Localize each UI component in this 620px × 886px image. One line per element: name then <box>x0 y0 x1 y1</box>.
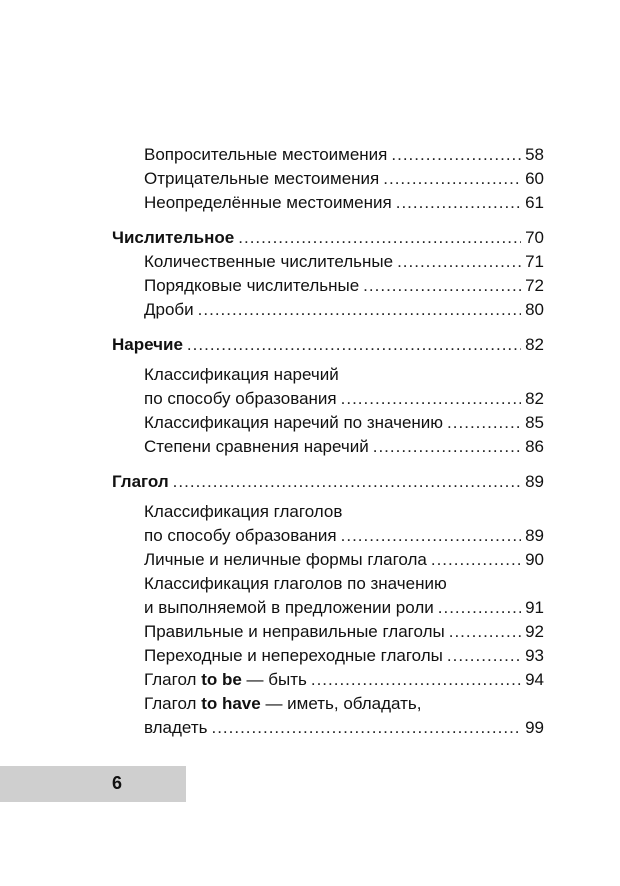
leader-dots <box>396 191 521 215</box>
title-suffix: — иметь, обладать, <box>260 694 422 713</box>
leader-dots <box>449 620 521 644</box>
leader-dots <box>383 167 521 191</box>
toc-entry[interactable] <box>112 143 544 167</box>
toc-entry-title: Дроби <box>144 300 194 319</box>
toc-entry-title-line1: Классификация глаголов <box>144 502 343 521</box>
toc-entry-title-line1: Классификация наречий <box>144 365 339 384</box>
toc-entry[interactable] <box>112 435 544 459</box>
toc-entry[interactable] <box>112 191 544 215</box>
toc-entry-title: Порядковые числительные <box>144 276 360 295</box>
toc-entry-title: по способу образования <box>144 389 337 408</box>
toc-section-heading[interactable] <box>112 333 544 357</box>
toc-entry-title-line1: Классификация глаголов по значению <box>144 574 447 593</box>
toc-entry[interactable] <box>112 644 544 668</box>
title-prefix: Глагол <box>144 694 202 713</box>
toc-entry-title: Переходные и непереходные глаголы <box>144 646 443 665</box>
toc-entry-page: 99 <box>525 718 544 737</box>
toc-entry-page: 85 <box>525 413 544 432</box>
toc-entry-page: 80 <box>525 300 544 319</box>
toc-entry-title: Неопределённые местоимения <box>144 193 392 212</box>
leader-dots <box>391 143 521 167</box>
toc-entry[interactable] <box>112 274 544 298</box>
toc-entry[interactable] <box>112 716 544 740</box>
table-of-contents <box>112 143 544 740</box>
leader-dots <box>173 470 521 494</box>
toc-entry[interactable] <box>112 524 544 548</box>
toc-entry[interactable] <box>112 548 544 572</box>
toc-entry-page: 91 <box>525 598 544 617</box>
page-number: 6 <box>112 773 123 793</box>
leader-dots <box>341 524 521 548</box>
leader-dots <box>238 226 521 250</box>
toc-entry[interactable] <box>112 411 544 435</box>
toc-entry[interactable] <box>112 668 544 692</box>
toc-section-title: Глагол <box>112 472 169 491</box>
leader-dots <box>397 250 521 274</box>
toc-entry-page: 89 <box>525 472 544 491</box>
toc-entry[interactable] <box>112 250 544 274</box>
leader-dots <box>311 668 521 692</box>
title-suffix: — быть <box>241 670 307 689</box>
leader-dots <box>431 548 521 572</box>
toc-entry-title: Классификация наречий по значению <box>144 413 444 432</box>
toc-entry-page: 89 <box>525 526 544 545</box>
toc-entry-title-line1 <box>112 692 544 716</box>
toc-entry-page: 92 <box>525 622 544 641</box>
toc-section-title: Числительное <box>112 228 235 247</box>
toc-entry-title: Степени сравнения наречий <box>144 437 369 456</box>
english-verb: to be <box>201 670 242 689</box>
toc-entry[interactable] <box>112 620 544 644</box>
title-prefix: Глагол <box>144 670 202 689</box>
leader-dots <box>363 274 521 298</box>
toc-entry-page: 93 <box>525 646 544 665</box>
leader-dots <box>341 387 521 411</box>
leader-dots <box>447 644 521 668</box>
leader-dots <box>187 333 521 357</box>
toc-entry[interactable] <box>112 596 544 620</box>
toc-entry-title: Отрицательные местоимения <box>144 169 380 188</box>
leader-dots <box>211 716 521 740</box>
toc-entry-page: 90 <box>525 550 544 569</box>
toc-entry-page: 70 <box>525 228 544 247</box>
toc-entry-page: 82 <box>525 335 544 354</box>
toc-entry-title: по способу образования <box>144 526 337 545</box>
toc-entry[interactable] <box>112 387 544 411</box>
toc-entry-title: владеть <box>144 718 208 737</box>
leader-dots <box>447 411 521 435</box>
page-number-bar <box>0 766 186 802</box>
toc-entry-title: Правильные и неправильные глаголы <box>144 622 445 641</box>
toc-entry-page: 82 <box>525 389 544 408</box>
toc-section-heading[interactable] <box>112 470 544 494</box>
toc-entry[interactable] <box>112 167 544 191</box>
toc-entry-page: 72 <box>525 276 544 295</box>
toc-section-heading[interactable] <box>112 226 544 250</box>
toc-entry[interactable] <box>112 298 544 322</box>
english-verb: to have <box>201 694 261 713</box>
toc-section-title: Наречие <box>112 335 183 354</box>
toc-entry-title: Личные и неличные формы глагола <box>144 550 427 569</box>
toc-entry-page: 94 <box>525 670 544 689</box>
toc-entry-title: Вопросительные местоимения <box>144 145 388 164</box>
leader-dots <box>438 596 521 620</box>
toc-entry-title: и выполняемой в предложении роли <box>144 598 434 617</box>
toc-entry-page: 86 <box>525 437 544 456</box>
toc-entry-page: 71 <box>525 252 544 271</box>
leader-dots <box>198 298 521 322</box>
leader-dots <box>373 435 521 459</box>
toc-entry-title <box>144 668 307 692</box>
toc-entry-page: 58 <box>525 145 544 164</box>
toc-entry-page: 61 <box>525 193 544 212</box>
toc-entry-title: Количественные числительные <box>144 252 394 271</box>
toc-entry-page: 60 <box>525 169 544 188</box>
